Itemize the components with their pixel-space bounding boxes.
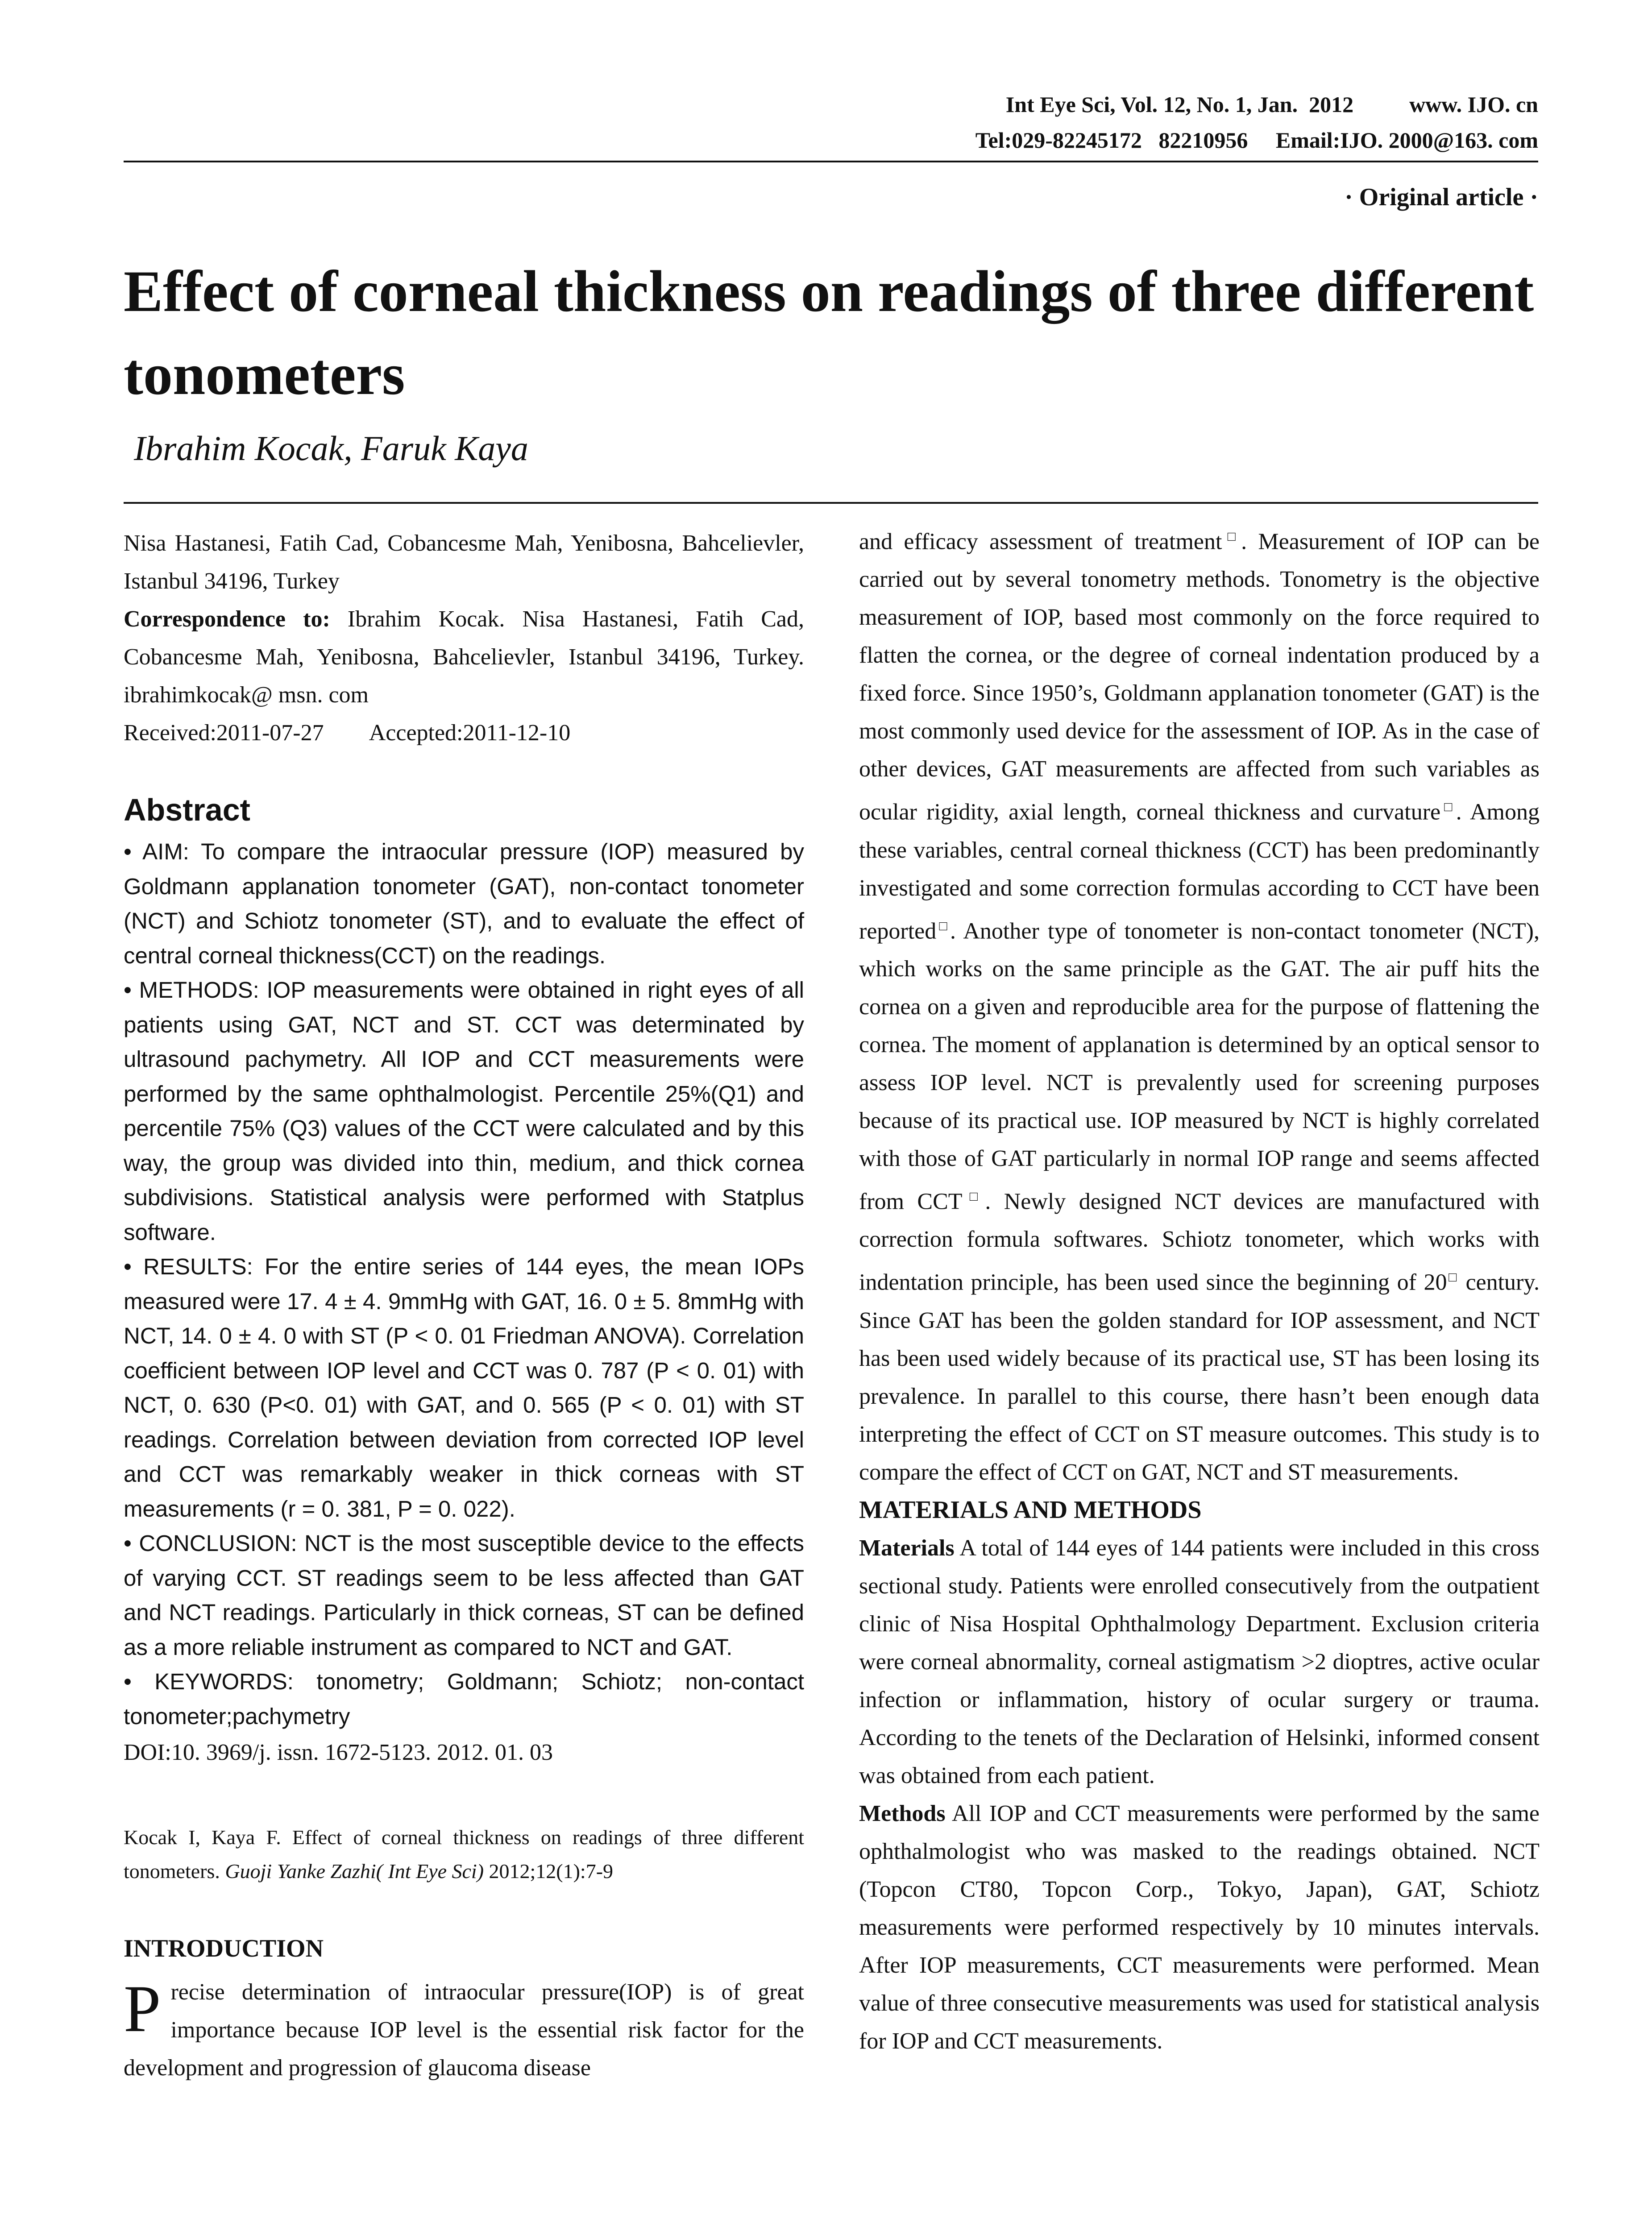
methods-section-heading: MATERIALS AND METHODS — [859, 1496, 1202, 1524]
methods-text: All IOP and CCT measurements were performed by the same ophthalmologist who was masked to the readings obtained. NCT (Topcon CT80, Topcon Corp., Tokyo, Japan), GAT, Schiotz measurements were performed respectively by 10 minutes intervals. After IOP measurements, CCT measurements were performed. Mean value of three consecutive measurements was used for statistical analysis for IOP and CCT measurements. — [859, 1800, 1540, 2054]
intro-text-4: . Another type of tonometer is non-contact tonometer (NCT), which works on the same principle as the GAT. The air puff hits the cornea on a given and reproducible area for the purpose of flattening the cornea. The moment of applanation is determined by an optical sensor to assess IOP level. NCT is prevalently used for screening purposes because of its practical use. IOP measured by NCT is highly correlated with those of GAT particularly in normal IOP range and seems affected from CCT — [859, 918, 1540, 1215]
journal-info: Int Eye Sci, Vol. 12, No. 1, Jan. 2012 www. IJO. cn — [1005, 92, 1538, 117]
abstract-methods: • METHODS: IOP measurements were obtained in right eyes of all patients using GAT, NCT and ST. CCT was determinated by ultrasound pachymetry. All IOP and CCT measurements were performed by the same ophthalmologist. Percentile 25%(Q1) and percentile 75% (Q3) values of the CCT were calculated and by this way, the group was divided into thin, medium, and thick cornea subdivisions. Statistical analysis were performed with Statplus software. — [124, 977, 804, 1245]
running-header — [124, 91, 1538, 158]
abstract-heading: Abstract — [124, 792, 250, 827]
introduction-continued — [859, 518, 1540, 1491]
dates: Received:2011-07-27 Accepted:2011-12-10 — [124, 720, 571, 746]
citation-journal: Guoji Yanke Zazhi( Int Eye Sci) — [225, 1860, 484, 1883]
introduction-text-left: recise determination of intraocular pressure(IOP) is of great importance because IOP level is the essential risk factor for the development and progression of glaucoma disease — [124, 1979, 804, 2081]
intro-text-2: . Measurement of IOP can be carried out by several tonometry methods. Tonometry is the objective measurement of IOP, based most commonly on the force required to flatten the cornea, or the degree of corneal indentation produced by a fixed force. Since 1950’s, Goldmann applanation tonometer (GAT) is the most commonly used device for the assessment of IOP. As in the case of other devices, GAT measurements are affected from such variables as ocular rigidity, axial length, corneal thickness and curvature — [859, 529, 1540, 825]
doi: DOI:10. 3969/j. issn. 1672-5123. 2012. 01. 03 — [124, 1740, 553, 1765]
abstract-conclusion: • CONCLUSION: NCT is the most susceptible device to the effects of varying CCT. ST readings seem to be less affected than GAT and NCT readings. Particularly in thick corneas, ST can be defined as a more reliable instrument as compared to NCT and GAT. — [124, 1530, 804, 1660]
authors: Ibrahim Kocak, Faruk Kaya — [134, 429, 528, 468]
materials-label: Materials — [859, 1535, 955, 1561]
reference-mark: □ — [936, 918, 950, 933]
reference-mark: □ — [1222, 529, 1241, 544]
right-column — [859, 518, 1540, 2060]
methods-paragraph — [859, 1795, 1540, 2060]
intro-text-3: . Among these variables, central corneal thickness (CCT) has been predominantly investigated and some correction formulas according to CCT have been reported — [859, 799, 1540, 944]
correspondence-text: Ibrahim Kocak. Nisa Hastanesi, Fatih Cad, Cobancesme Mah, Yenibosna, Bahcelievler, Istanbul 34196, Turkey. ibrahimkocak@ msn. com — [124, 606, 804, 708]
paper-title: Effect of corneal thickness on readings of three different tonometers — [124, 258, 1534, 407]
left-column — [124, 518, 804, 2087]
reference-mark: □ — [1440, 800, 1456, 815]
citation — [124, 1820, 804, 1888]
abstract-aim: • AIM: To compare the intraocular pressure (IOP) measured by Goldmann applanation tonometer (GAT), non-contact tonometer (NCT) and Schiotz tonometer (ST), and to evaluate the effect of central corneal thickness(CCT) on the readings. — [124, 839, 804, 968]
header-divider — [124, 161, 1538, 162]
intro-text-6: century. Since GAT has been the golden standard for IOP assessment, and NCT has been used widely because of its practical use, ST has been losing its prevalence. In parallel to this course, there hasn’t been enough data interpreting the effect of CCT on ST measure outcomes. This study is to compare the effect of CCT on GAT, NCT and ST measurements. — [859, 1269, 1540, 1485]
reference-mark: □ — [962, 1189, 985, 1204]
correspondence-label: Correspondence to: — [124, 606, 330, 632]
introduction-paragraph — [124, 1973, 804, 2087]
drop-cap: P — [124, 1972, 161, 2046]
correspondence — [124, 600, 804, 714]
abstract-keywords: • KEYWORDS: tonometry; Goldmann; Schiotz; non-contact tonometer;pachymetry — [124, 1669, 804, 1729]
intro-text-5: . Newly designed NCT devices are manufactured with correction formula softwares. Schiotz tonometer, which works with indentation principle, has been used since the beginning of 20 — [859, 1189, 1540, 1295]
intro-text-1: and efficacy assessment of treatment — [859, 529, 1222, 555]
materials-paragraph — [859, 1529, 1540, 1795]
materials-text: A total of 144 eyes of 144 patients were included in this cross sectional study. Patients were enrolled consecutively from the outpatient clinic of Nisa Hospital Ophthalmology Department. Exclusion criteria were corneal abnormality, corneal astigmatism >2 dioptres, active ocular infection or inflammation, history of ocular surgery or trauma. According to the tenets of the Declaration of Helsinki, informed consent was obtained from each patient. — [859, 1535, 1540, 1788]
abstract-results: • RESULTS: For the entire series of 144 eyes, the mean IOPs measured were 17. 4 ± 4. 9mmHg with GAT, 16. 0 ± 5. 8mmHg with NCT, 14. 0 ± 4. 0 with ST (P < 0. 01 Friedman ANOVA). Correlation coefficient between IOP level and CCT was 0. 787 (P < 0. 01) with NCT, 0. 630 (P<0. 01) with GAT, and 0. 565 (P < 0. 01) with ST readings. Correlation between deviation from corrected IOP level and CCT was remarkably weaker in thick corneas with ST measurements (r = 0. 381, P = 0. 022). — [124, 1254, 804, 1522]
methods-label: Methods — [859, 1800, 946, 1826]
journal-contact: Tel:029-82245172 82210956 Email:IJO. 2000@163. com — [975, 128, 1538, 153]
reference-mark: □ — [1447, 1270, 1458, 1285]
citation-prefix: Kocak I, Kaya F. Effect of corneal thickness on readings of three different tonometers. — [124, 1826, 804, 1883]
introduction-heading: INTRODUCTION — [124, 1935, 324, 1962]
article-type-label: · Original article · — [1345, 183, 1538, 211]
affiliation: Nisa Hastanesi, Fatih Cad, Cobancesme Mah, Yenibosna, Bahcelievler, Istanbul 34196, Turkey — [124, 531, 804, 594]
title-divider — [124, 502, 1538, 504]
citation-suffix: 2012;12(1):7-9 — [484, 1860, 614, 1883]
